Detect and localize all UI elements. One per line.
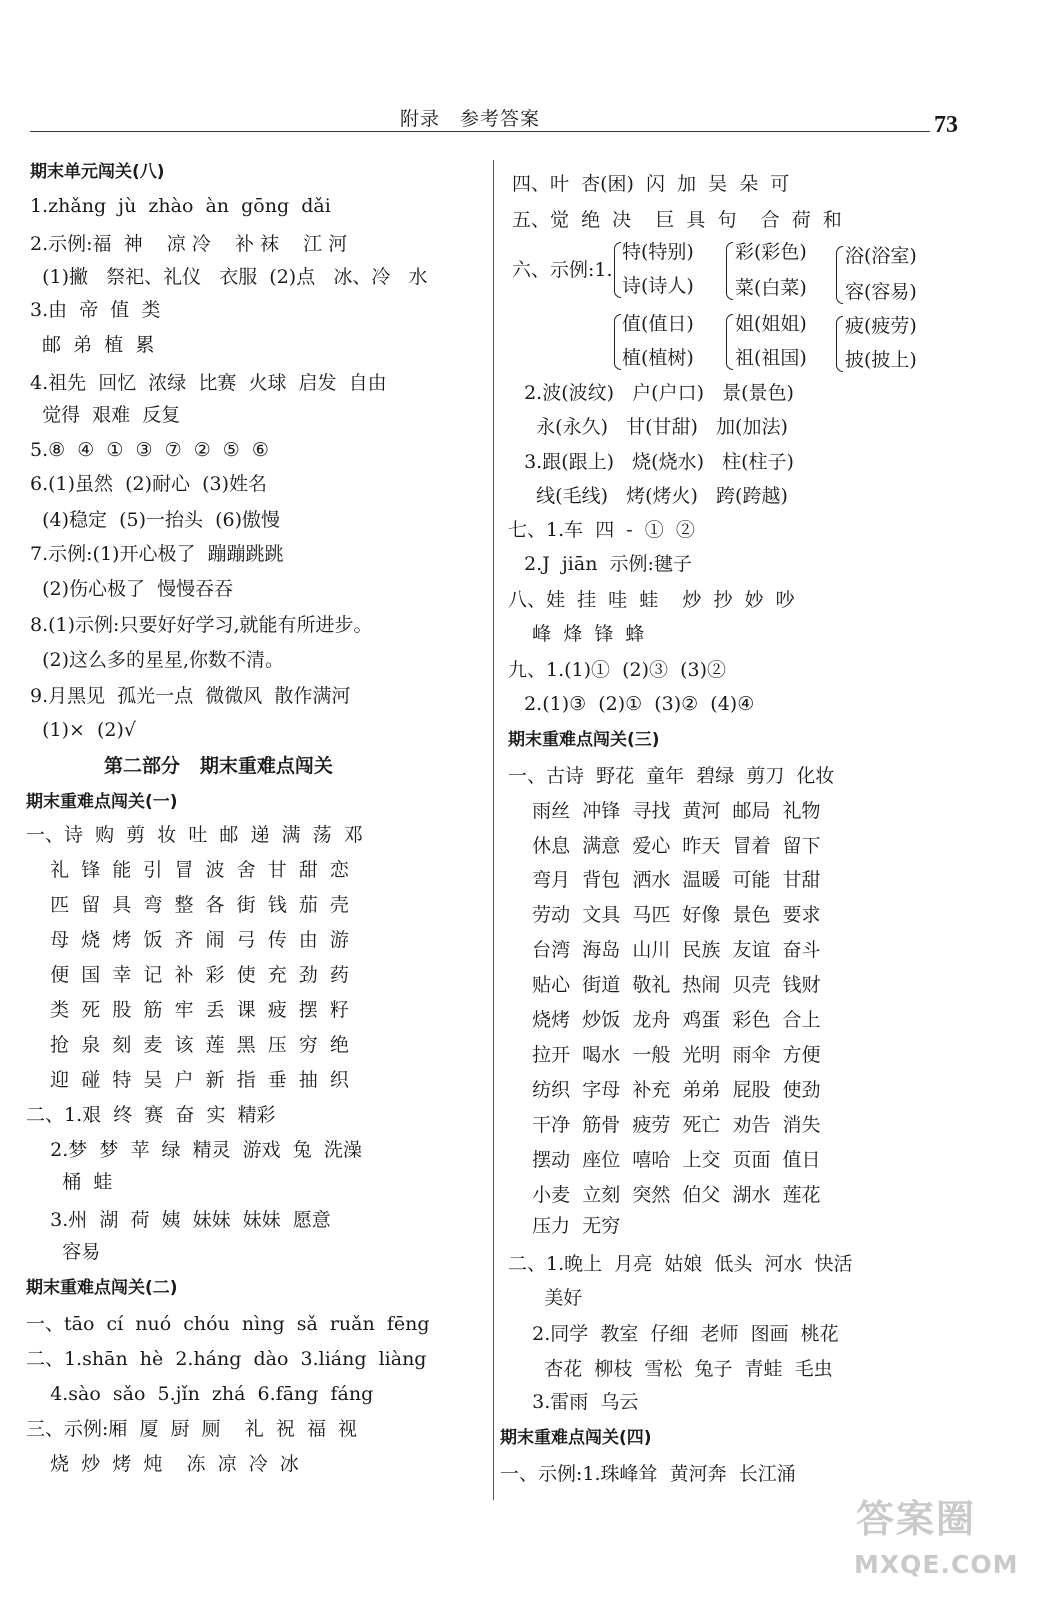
answer-line: 容(容易) (845, 281, 917, 303)
column-divider (493, 160, 494, 1500)
answer-line: (4)稳定 (5)一抬头 (6)傲慢 (30, 509, 280, 531)
answer-line: 4.祖先 回忆 浓绿 比赛 火球 启发 自由 (30, 372, 387, 394)
answer-line: (1)撇 祭祀、礼仪 衣服 (2)点 冰、冷 水 (30, 266, 428, 288)
answer-line: 披(披上) (845, 349, 917, 371)
answer-line: 7.示例:(1)开心极了 蹦蹦跳跳 (30, 543, 284, 565)
answer-line: 2.示例:福 神 凉 冷 补 袜 江 河 (30, 233, 348, 255)
answer-line: 6.(1)虽然 (2)耐心 (3)姓名 (30, 473, 268, 495)
answer-line: 2.同学 教室 仔细 老师 图画 桃花 (508, 1323, 839, 1345)
section-heading: 期末重难点闯关(一) (26, 792, 178, 812)
answer-line: 便 国 幸 记 补 彩 使 充 劲 药 (26, 964, 349, 986)
answer-line: 特(特别) (622, 241, 694, 263)
answer-line: 类 死 股 筋 牢 丢 课 疲 摆 籽 (26, 999, 349, 1021)
answer-line: 2.J jiān 示例:毽子 (512, 553, 692, 575)
answer-line: 礼 锋 能 引 冒 波 舍 甘 甜 恋 (26, 859, 349, 881)
section-heading: 期末单元闯关(八) (30, 162, 165, 182)
answer-line: 六、示例:1. (512, 259, 613, 281)
answer-line: 浴(浴室) (845, 245, 917, 267)
answer-line: 迎 碰 特 吴 户 新 指 垂 抽 织 (26, 1069, 349, 1091)
section-heading: 期末重难点闯关(二) (26, 1278, 178, 1298)
answer-line: 值(值日) (622, 313, 694, 335)
answer-line: 菜(白菜) (735, 277, 807, 299)
answer-line: 桶 蛙 (26, 1171, 113, 1193)
section-heading: 期末重难点闯关(四) (500, 1428, 652, 1448)
answer-line: 九、1.(1)① (2)③ (3)② (508, 659, 727, 681)
part-heading: 第二部分 期末重难点闯关 (104, 755, 333, 777)
answer-line: 美好 (508, 1287, 583, 1309)
bracket-shape (726, 242, 733, 300)
answer-line: 一、诗 购 剪 妆 吐 邮 递 满 荡 邓 (26, 824, 363, 846)
answer-line: 二、1.晚上 月亮 姑娘 低头 河水 快活 (508, 1253, 853, 1275)
answer-line: 一、古诗 野花 童年 碧绿 剪刀 化妆 (508, 765, 835, 787)
answer-line: 台湾 海岛 山川 民族 友谊 奋斗 (508, 939, 821, 961)
answer-line: 一、示例:1.珠峰耸 黄河奔 长江涌 (500, 1463, 796, 1485)
answer-line: 贴心 街道 敬礼 热闹 贝壳 钱财 (508, 974, 821, 996)
answer-line: 容易 (26, 1241, 101, 1263)
header-rule (30, 131, 930, 132)
section-heading: 期末重难点闯关(三) (508, 730, 660, 750)
answer-line: 二、1.shān hè 2.háng dào 3.liáng liàng (26, 1348, 427, 1370)
answer-line: 压力 无穷 (508, 1215, 621, 1237)
answer-line: 8.(1)示例:只要好好学习,就能有所进步。 (30, 614, 373, 636)
answer-line: 八、娃 挂 哇 蛙 炒 抄 妙 吵 (508, 589, 795, 611)
answer-line: 烧烤 炒饭 龙舟 鸡蛋 彩色 合上 (508, 1009, 821, 1031)
answer-line: 拉开 喝水 一般 光明 雨伞 方便 (508, 1044, 821, 1066)
answer-line: (2)这么多的星星,你数不清。 (30, 649, 285, 671)
answer-line: 烧 炒 烤 炖 冻 凉 冷 冰 (26, 1453, 299, 1475)
bracket-shape (836, 246, 843, 304)
answer-line: 五、觉 绝 决 巨 具 句 合 荷 和 (512, 209, 842, 231)
answer-line: 4.sào sǎo 5.jǐn zhá 6.fāng fáng (26, 1383, 374, 1405)
answer-line: 3.雷雨 乌云 (508, 1391, 639, 1413)
answer-line: 祖(祖国) (735, 347, 807, 369)
answer-line: 一、tāo cí nuó chóu nìng sǎ ruǎn fēng (26, 1313, 430, 1335)
answer-line: 杏花 柳枝 雪松 兔子 青蛙 毛虫 (508, 1358, 833, 1380)
answer-line: 摆动 座位 嘻哈 上交 页面 值日 (508, 1149, 821, 1171)
answer-line: 三、示例:厢 厦 厨 厕 礼 祝 福 视 (26, 1418, 358, 1440)
bracket-shape (836, 316, 843, 372)
answer-line: 9.月黑见 孤光一点 微微风 散作满河 (30, 685, 351, 707)
answer-line: 峰 烽 锋 蜂 (508, 623, 645, 645)
answer-line: 2.(1)③ (2)① (3)② (4)④ (512, 693, 755, 715)
answer-line: 5.⑧ ④ ① ③ ⑦ ② ⑤ ⑥ (30, 439, 269, 461)
watermark-url: MXQE.COM (854, 1550, 1019, 1579)
running-header: 附录 参考答案 (400, 108, 541, 130)
answer-line: 姐(姐姐) (735, 313, 807, 335)
answer-line: 线(毛线) 烤(烤火) 跨(跨越) (512, 485, 788, 507)
answer-line: 疲(疲劳) (845, 315, 917, 337)
answer-line: 纺织 字母 补充 弟弟 屁股 使劲 (508, 1079, 821, 1101)
answer-line: (2)伤心极了 慢慢吞吞 (30, 578, 234, 600)
answer-line: 劳动 文具 马匹 好像 景色 要求 (508, 904, 821, 926)
answer-line: 永(永久) 甘(甘甜) 加(加法) (512, 416, 788, 438)
answer-line: 二、1.艰 终 赛 奋 实 精彩 (26, 1104, 276, 1126)
bracket-shape (614, 314, 621, 370)
answer-line: 邮 弟 植 累 (30, 334, 155, 356)
answer-line: 匹 留 具 弯 整 各 街 钱 茄 壳 (26, 894, 349, 916)
bracket-shape (614, 242, 621, 298)
answer-line: 觉得 艰难 反复 (30, 404, 181, 426)
answer-line: 彩(彩色) (735, 241, 807, 263)
answer-line: 雨丝 冲锋 寻找 黄河 邮局 礼物 (508, 800, 821, 822)
answer-line: 休息 满意 爱心 昨天 冒着 留下 (508, 835, 821, 857)
answer-line: 抢 泉 刻 麦 该 莲 黑 压 穷 绝 (26, 1034, 349, 1056)
answer-line: 母 烧 烤 饭 齐 闹 弓 传 由 游 (26, 929, 349, 951)
answer-line: 弯月 背包 洒水 温暖 可能 甘甜 (508, 869, 821, 891)
answer-line: 3.州 湖 荷 姨 妹妹 妹妹 愿意 (26, 1209, 331, 1231)
page-number: 73 (934, 112, 958, 138)
answer-line: 诗(诗人) (622, 275, 694, 297)
answer-line: (1)× (2)√ (30, 719, 137, 741)
answer-line: 七、1.车 四 - ① ② (508, 519, 695, 541)
answer-line: 四、叶 杏(困) 闪 加 吴 朵 可 (512, 173, 790, 195)
answer-line: 2.波(波纹) 户(户口) 景(景色) (512, 382, 794, 404)
answer-line: 小麦 立刻 突然 伯父 湖水 莲花 (508, 1184, 821, 1206)
bracket-shape (726, 314, 733, 370)
answer-line: 植(植树) (622, 347, 694, 369)
watermark-text: 答案圈 (856, 1497, 977, 1541)
answer-line: 3.由 帝 值 类 (30, 299, 161, 321)
answer-line: 1.zhǎng jù zhào àn gōng dǎi (30, 195, 331, 217)
answer-line: 2.梦 梦 苹 绿 精灵 游戏 兔 洗澡 (26, 1139, 362, 1161)
answer-line: 干净 筋骨 疲劳 死亡 劝告 消失 (508, 1114, 821, 1136)
answer-line: 3.跟(跟上) 烧(烧水) 柱(柱子) (512, 451, 794, 473)
watermark-logo (852, 1488, 1022, 1593)
